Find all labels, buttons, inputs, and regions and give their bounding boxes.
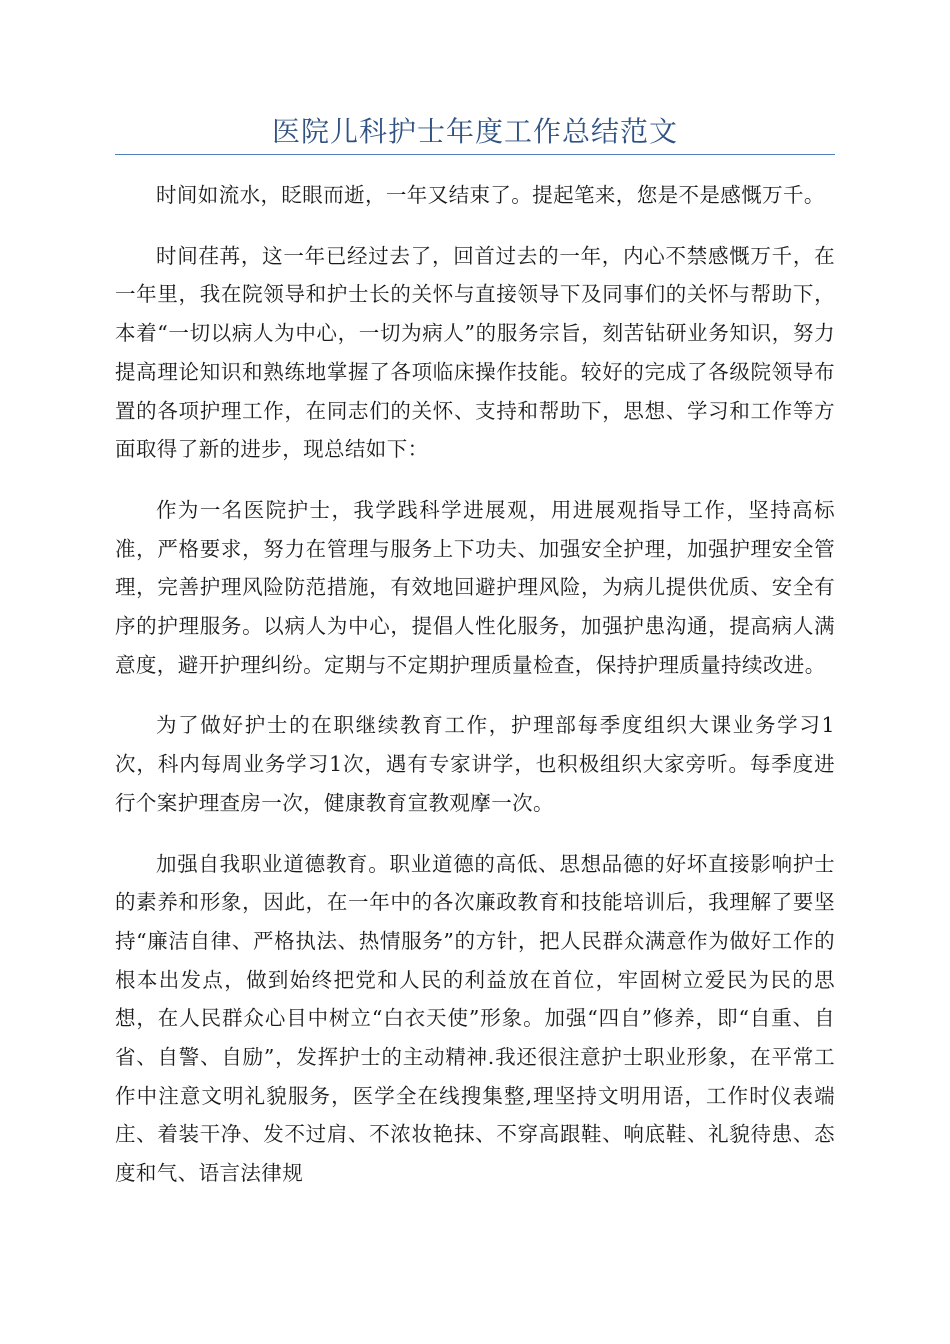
- document-body: [115, 176, 835, 1215]
- document-title: 医院儿科护士年度工作总结范文: [271, 115, 678, 148]
- paragraph-safety: 作为一名医院护士，我学践科学进展观，用进展观指导工作，坚持高标准，严格要求，努力在管理与服务上下功夫、加强安全护理，加强护理安全管理，完善护理风险防范措施，有效地回避护理风险，为病儿提供优质、安全有序的护理服务。以病人为中心，提倡人性化服务，加强护患沟通，提高病人满意度，避开护理纠纷。定期与不定期护理质量检查，保持护理质量持续改进。: [115, 497, 835, 677]
- paragraph-education: 为了做好护士的在职继续教育工作，护理部每季度组织大课业务学习1次，科内每周业务学习1次，遇有专家讲学，也积极组织大家旁听。每季度进行个案护理查房一次，健康教育宣教观摩一次。: [115, 713, 835, 815]
- title-underline: [115, 154, 835, 155]
- paragraph-overview: 时间荏苒，这一年已经过去了，回首过去的一年，内心不禁感慨万千，在一年里，我在院领导和护士长的关怀与直接领导下及同事们的关怀与帮助下，本着“一切以病人为中心，一切为病人”的服务宗旨，刻苦钻研业务知识，努力提高理论知识和熟练地掌握了各项临床操作技能。较好的完成了各级院领导布置的各项护理工作，在同志们的关怀、支持和帮助下，思想、学习和工作等方面取得了新的进步，现总结如下：: [115, 243, 835, 462]
- paragraph-intro: 时间如流水，眨眼而逝，一年又结束了。提起笔来，您是不是感慨万千。: [156, 183, 825, 207]
- paragraph-ethics: 加强自我职业道德教育。职业道德的高低、思想品德的好坏直接影响护士的素养和形象，因此，在一年中的各次廉政教育和技能培训后，我理解了要坚持“廉洁自律、严格执法、热情服务”的方针，把人民群众满意作为做好工作的根本出发点，做到始终把党和人民的利益放在首位，牢固树立爱民为民的思想，在人民群众心目中树立“白衣天使”形象。加强“四自”修养，即“自重、自省、自警、自励”，发挥护士的主动精神.我还很注意护士职业形象，在平常工作中注意文明礼貌服务，医学全在线搜集整,理坚持文明用语，工作时仪表端庄、着装干净、发不过肩、不浓妆艳抹、不穿高跟鞋、响底鞋、礼貌待患、态度和气、语言法律规: [115, 851, 835, 1186]
